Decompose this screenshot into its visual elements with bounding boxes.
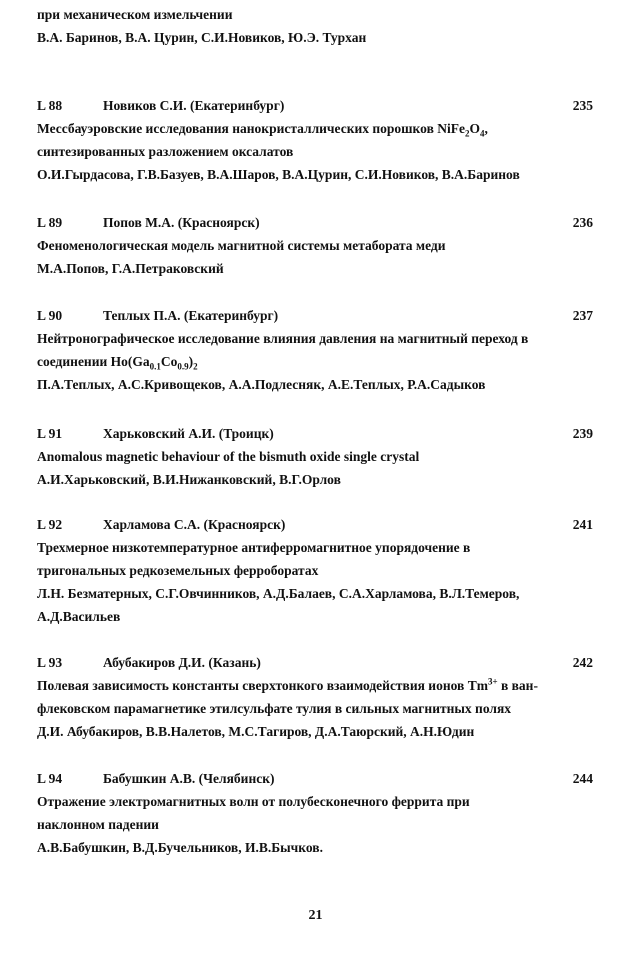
entry-page: 235 bbox=[572, 98, 593, 113]
continued-entry bbox=[37, 3, 593, 49]
entry-title-line bbox=[37, 559, 593, 582]
entry-speaker: Новиков С.И. (Екатеринбург) bbox=[103, 98, 285, 113]
title-text: флековском парамагнетике этилсульфате тулия в сильных магнитных полях bbox=[37, 701, 512, 716]
entry-speaker: Попов М.А. (Красноярск) bbox=[103, 215, 260, 230]
program-entry bbox=[37, 211, 593, 280]
entry-header bbox=[37, 94, 593, 117]
title-text: Anomalous magnetic behaviour of the bismuth oxide single crystal bbox=[37, 449, 420, 464]
entry-code: L 88 bbox=[37, 98, 63, 113]
entry-header bbox=[37, 513, 593, 536]
subscript: 0.9 bbox=[177, 361, 189, 372]
subscript: 0.1 bbox=[149, 361, 161, 372]
program-entry bbox=[37, 422, 593, 491]
entry-page: 244 bbox=[572, 771, 593, 786]
program-entry bbox=[37, 513, 593, 628]
title-text: Co bbox=[160, 354, 178, 369]
program-entry bbox=[37, 651, 593, 743]
entry-header bbox=[37, 422, 593, 445]
entry-code: L 94 bbox=[37, 771, 63, 786]
entry-page: 237 bbox=[572, 308, 593, 323]
title-text: наклонном падении bbox=[37, 817, 159, 832]
title-text: Мессбауэровские исследования нанокристаллических порошков NiFe bbox=[37, 121, 465, 136]
entry-title-line bbox=[37, 3, 593, 26]
entry-code: L 93 bbox=[37, 655, 63, 670]
entry-speaker: Теплых П.А. (Екатеринбург) bbox=[103, 308, 279, 323]
entry-authors: А.Д.Васильев bbox=[37, 609, 121, 624]
entry-authors: Л.Н. Безматерных, С.Г.Овчинников, А.Д.Балаев, С.А.Харламова, В.Л.Темеров, bbox=[37, 586, 520, 601]
entry-authors: П.А.Теплых, А.С.Кривощеков, А.А.Подлесняк, А.Е.Теплых, Р.А.Садыков bbox=[37, 377, 486, 392]
entry-page: 241 bbox=[572, 517, 593, 532]
entry-authors: Д.И. Абубакиров, В.В.Налетов, М.С.Тагиров, Д.А.Таюрский, А.Н.Юдин bbox=[37, 724, 475, 739]
title-text: , bbox=[484, 121, 488, 136]
entry-speaker: Абубакиров Д.И. (Казань) bbox=[103, 655, 261, 670]
program-entry bbox=[37, 767, 593, 859]
program-entry bbox=[37, 94, 593, 186]
entry-page: 242 bbox=[572, 655, 593, 670]
entry-title-line bbox=[37, 140, 593, 163]
entry-header bbox=[37, 651, 593, 674]
entry-speaker: Бабушкин А.В. (Челябинск) bbox=[103, 771, 275, 786]
entry-authors: О.И.Гырдасова, Г.В.Базуев, В.А.Шаров, В.А.Цурин, С.И.Новиков, В.А.Баринов bbox=[37, 167, 520, 182]
title-text: ) bbox=[188, 354, 194, 369]
entry-title-line bbox=[37, 350, 593, 373]
entry-code: L 91 bbox=[37, 426, 63, 441]
title-text: Феноменологическая модель магнитной системы метабората меди bbox=[37, 238, 446, 253]
title-text: Нейтронографическое исследование влияния давления на магнитный переход в bbox=[37, 331, 529, 346]
entry-header bbox=[37, 211, 593, 234]
entry-title-line bbox=[37, 445, 593, 468]
subscript: 4 bbox=[480, 128, 485, 139]
subscript: 2 bbox=[464, 128, 470, 139]
entry-title-line bbox=[37, 813, 593, 836]
title-text: Полевая зависимость константы сверхтонкого взаимодействия ионов Tm bbox=[37, 678, 488, 693]
title-text: Отражение электромагнитных волн от полубесконечного феррита при bbox=[37, 794, 470, 809]
title-text: тригональных редкоземельных ферроборатах bbox=[37, 563, 319, 578]
entry-code: L 92 bbox=[37, 517, 63, 532]
program-entry bbox=[37, 304, 593, 396]
subscript: 2 bbox=[193, 361, 198, 372]
title-text: при механическом измельчении bbox=[37, 7, 233, 22]
entry-title-line bbox=[37, 327, 593, 350]
entry-title-line bbox=[37, 790, 593, 813]
entry-authors: А.И.Харьковский, В.И.Нижанковский, В.Г.Орлов bbox=[37, 472, 341, 487]
entry-page: 239 bbox=[572, 426, 593, 441]
entry-title-line bbox=[37, 117, 593, 140]
entry-title-line bbox=[37, 536, 593, 559]
entry-speaker: Харламова С.А. (Красноярск) bbox=[103, 517, 286, 532]
title-text: соединении Ho(Ga bbox=[37, 354, 150, 369]
entry-speaker: Харьковский А.И. (Троицк) bbox=[103, 426, 274, 441]
entry-header bbox=[37, 767, 593, 790]
title-text: синтезированных разложением оксалатов bbox=[37, 144, 294, 159]
entry-title-line bbox=[37, 234, 593, 257]
page-number: 21 bbox=[308, 908, 323, 923]
entry-title-line bbox=[37, 674, 593, 697]
entry-code: L 89 bbox=[37, 215, 63, 230]
entry-header bbox=[37, 304, 593, 327]
entry-authors: В.А. Баринов, В.А. Цурин, С.И.Новиков, Ю.Э. Турхан bbox=[37, 30, 367, 45]
title-text: O bbox=[469, 121, 480, 136]
title-text: Трехмерное низкотемпературное антиферромагнитное упорядочение в bbox=[37, 540, 471, 555]
title-text: в ван- bbox=[497, 678, 538, 693]
entry-page: 236 bbox=[572, 215, 593, 230]
entry-code: L 90 bbox=[37, 308, 63, 323]
superscript: 3+ bbox=[487, 676, 498, 687]
entry-authors: М.А.Попов, Г.А.Петраковский bbox=[37, 261, 224, 276]
entry-authors: А.В.Бабушкин, В.Д.Бучельников, И.В.Бычков. bbox=[37, 840, 323, 855]
entry-title-line bbox=[37, 697, 593, 720]
